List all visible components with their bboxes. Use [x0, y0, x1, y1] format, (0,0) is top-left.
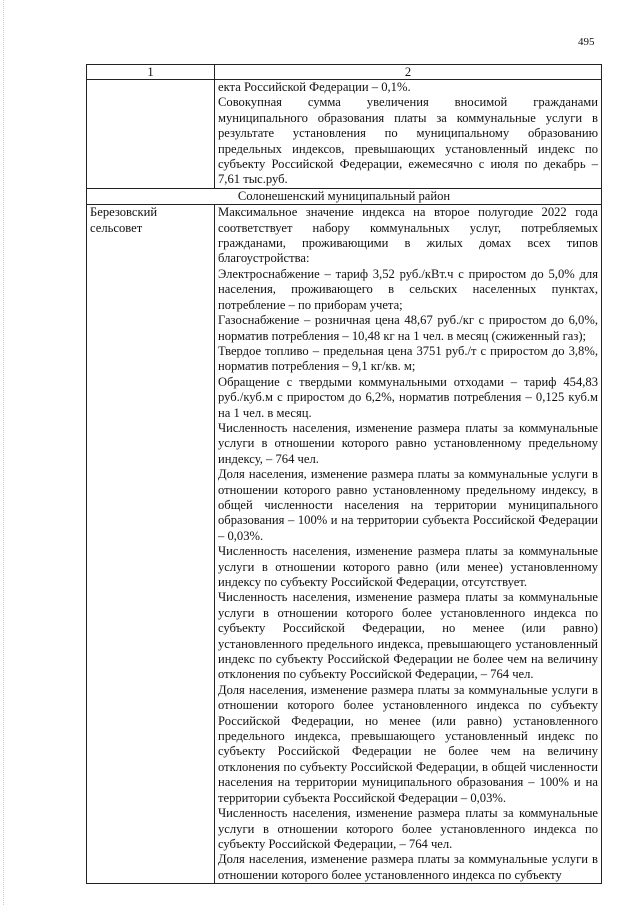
- paragraph: Электроснабжение – тариф 3,52 руб./кВт.ч с приростом до 5,0% для населения, проживающего в сельских населенных пунктах, потребление – по приборам учета;: [218, 266, 598, 312]
- paragraph: Численность населения, изменение размера платы за коммунальные услуги в отношении которого равно (или менее) установленному индексу по субъекту Российской Федерации, отсутствует.: [218, 544, 598, 589]
- column-header-1: 1: [87, 65, 215, 80]
- continuation-row: [87, 80, 602, 189]
- paragraph: Доля населения, изменение размера платы за коммунальные услуги в отношении которого равно установленному предельному индексу, в общей численности населения на территории муниципального образования – 100% и на территории субъекта Российской Федерации – 0,03%.: [218, 467, 598, 543]
- paragraph: Максимальное значение индекса на второе полугодие 2022 года соответствует набору коммунальных услуг, потребляемых гражданами, проживающими в жилых домах всех типов благоустройства:: [218, 205, 598, 266]
- settlement-name: Березовский сельсовет: [87, 205, 215, 884]
- continuation-empty-cell: [87, 80, 215, 189]
- settlement-row: [87, 205, 602, 884]
- continuation-cell: [215, 80, 602, 189]
- document-table: [86, 64, 602, 884]
- table-header-row: [87, 65, 602, 80]
- paragraph: Доля населения, изменение размера платы за коммунальные услуги в отношении которого более установленного индекса по субъекту Российской Федерации, но менее (или равно) установленного предельного индекса, превышающего установленный индекс по субъекту Российской Федерации не более чем на величину отклонения по субъекту Российской Федерации, в общей численности населения на территории муниципального образования – 100% и на территории субъекта Российской Федерации – 0,03%.: [218, 682, 598, 805]
- settlement-content: [215, 205, 602, 884]
- paragraph: Газоснабжение – розничная цена 48,67 руб./кг с приростом до 6,0%, норматив потребления – 10,48 кг на 1 чел. в месяц (сжиженный газ);: [218, 313, 598, 343]
- paragraph: Обращение с твердыми коммунальными отходами – тариф 454,83 руб./куб.м с приростом до 6,2%, норматив потребления – 0,125 куб.м на 1 чел. в месяц.: [218, 374, 598, 420]
- page-number: 495: [578, 36, 595, 48]
- section-row: [87, 188, 602, 204]
- paragraph: Доля населения, изменение размера платы за коммунальные услуги в отношении которого более установленного индекса по субъекту: [218, 852, 598, 882]
- paragraph: екта Российской Федерации – 0,1%.: [218, 80, 411, 94]
- paragraph: Твердое топливо – предельная цена 3751 руб./т с приростом до 3,8%, норматив потребления – 9,1 кг/кв. м;: [218, 343, 598, 374]
- paragraph: Численность населения, изменение размера платы за коммунальные услуги в отношении которого равно установленному предельному индексу, – 764 чел.: [218, 420, 598, 466]
- paragraph: Совокупная сумма увеличения вносимой гражданами муниципального образования платы за коммунальные услуги в результате установления по муниципальному образованию предельных индексов, превышающих установленный индекс по субъекту Российской Федерации, ежемесячно с июля по декабрь – 7,61 тыс.руб.: [218, 95, 598, 187]
- paragraph: Численность населения, изменение размера платы за коммунальные услуги в отношении которого более установленного индекса по субъекту Российской Федерации, но менее (или равно) установленного предельного индекса, превышающего установленный индекс по субъекту Российской Федерации не более чем на величину отклонения по субъекту Российской Федерации, – 764 чел.: [218, 590, 598, 682]
- binder-line: [3, 0, 5, 905]
- column-header-2: 2: [215, 65, 602, 80]
- paragraph: Численность населения, изменение размера платы за коммунальные услуги в отношении которого более установленного индекса по субъекту Российской Федерации, – 764 чел.: [218, 806, 598, 851]
- section-title: Солонешенский муниципальный район: [87, 188, 602, 204]
